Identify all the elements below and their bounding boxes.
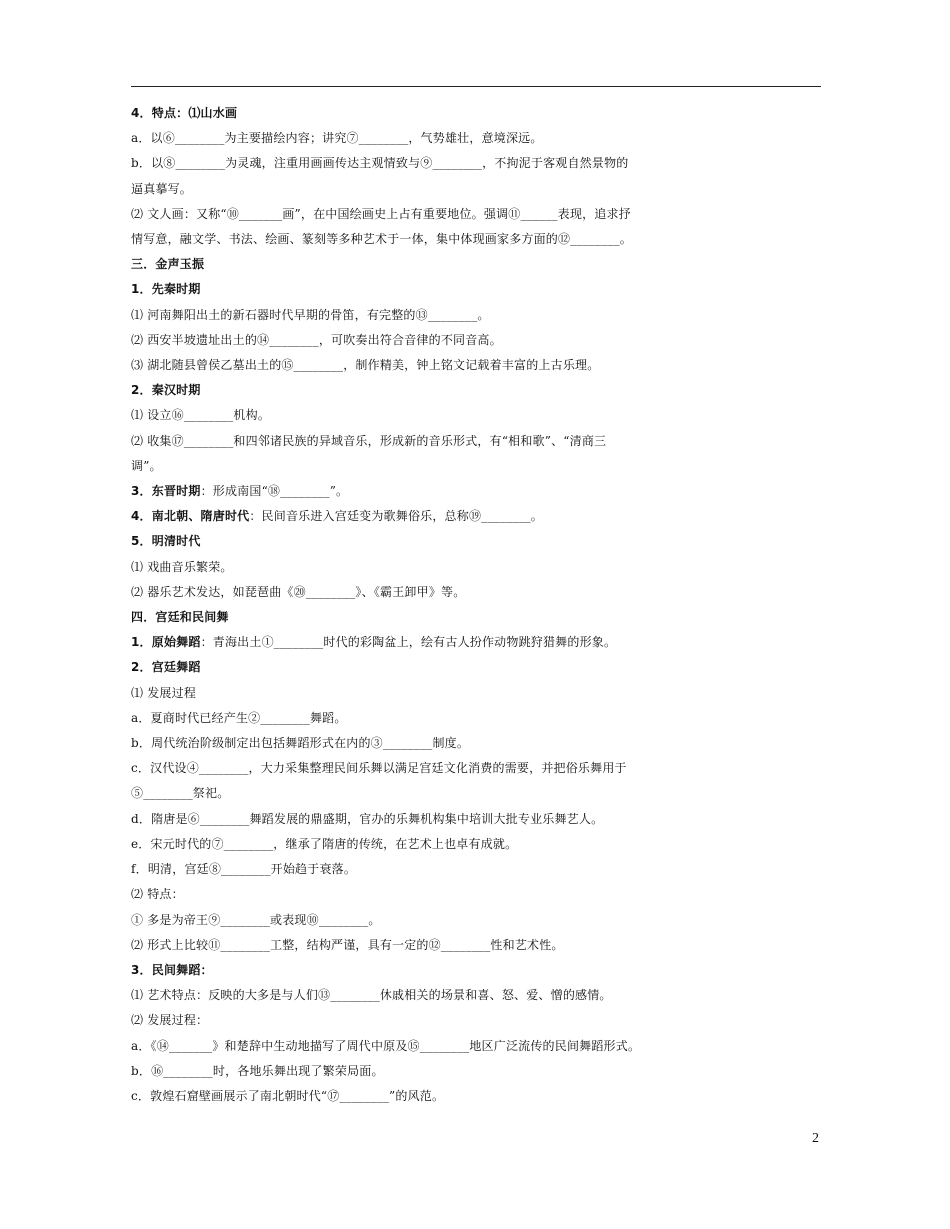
line-text: 2．宫廷舞蹈 [131,660,201,675]
text-line [131,529,826,554]
text-line [131,101,826,126]
text-line [131,403,826,428]
line-text: 1．先秦时期 [131,282,201,297]
text-line [131,731,826,756]
text-line [131,202,826,227]
line-text: 情写意，融文学、书法、绘画、篆刻等多种艺术于一体，集中体现画家多方面的⑫________。 [131,232,633,247]
line-text: 2．秦汉时期 [131,383,201,398]
text-line [131,227,826,252]
text-line [131,983,826,1008]
text-line [131,378,826,403]
line-heading: 3．东晋时期 [131,484,201,499]
line-text: 逼真摹写。 [131,181,193,196]
line-text: ⑤________祭祀。 [131,786,230,801]
text-line [131,555,826,580]
line-text: ：形成南国“⑱________”。 [200,484,349,499]
line-text: 调”。 [131,458,162,473]
line-text: 3．民间舞蹈： [131,962,213,977]
line-text: ⑴ 艺术特点：反映的大多是与人们⑬________休戚相关的场景和喜、怒、爱、憎的感情。 [131,988,612,1003]
line-text: ① 多是为帝王⑨________或表现⑩________。 [131,912,381,927]
line-text: ⑵ 文人画：又称“⑩_______画”，在中国绘画史上占有重要地位。强调⑪______表现，追求抒 [131,206,631,221]
line-text: ⑵ 发展过程： [131,1013,209,1028]
line-text: ⑴ 河南舞阳出土的新石器时代早期的骨笛，有完整的⑬________。 [131,307,490,322]
line-text: ⑵ 收集⑰________和四邻诸民族的异域音乐，形成新的音乐形式，有“相和歌”、“清商三 [131,433,607,448]
line-text: 四．宫廷和民间舞 [131,610,229,625]
text-line [131,479,826,504]
text-line [131,882,826,907]
text-line [131,832,826,857]
line-text: ：青海出土①________时代的彩陶盆上，绘有古人扮作动物跳狩猎舞的形象。 [200,635,617,650]
line-text: b．⑯________时，各地乐舞出现了繁荣局面。 [131,1063,384,1078]
line-heading: 4．南北朝、隋唐时代 [131,509,250,524]
line-text: b．以⑧________为灵魂，注重用画画传达主观情致与⑨________，不拘泥于客观自然景物的 [131,156,629,171]
text-line [131,655,826,680]
text-line [131,958,826,983]
line-text: ⑵ 特点： [131,887,184,902]
line-text: a．《⑭_______》和楚辞中生动地描写了周代中原及⑮________地区广泛流传的民间舞蹈形式。 [131,1038,641,1053]
text-line [131,756,826,781]
line-text: ⑵ 器乐艺术发达，如琵琶曲《⑳________》、《霸王卸甲》等。 [131,584,466,599]
text-line [131,454,826,479]
text-line [131,126,826,151]
text-line [131,1034,826,1059]
text-line [131,504,826,529]
text-line [131,706,826,731]
line-text: 5．明清时代 [131,534,201,549]
line-text: ⑵ 西安半坡遗址出土的⑭________，可吹奏出符合音律的不同音高。 [131,332,502,347]
line-heading: 1．原始舞蹈 [131,635,201,650]
line-text: 三．金声玉振 [131,257,205,272]
line-text: ⑴ 戏曲音乐繁荣。 [131,559,233,574]
line-text: f．明清，宫廷⑧________开始趋于衰落。 [131,862,357,877]
text-line [131,252,826,277]
text-line [131,857,826,882]
text-line [131,908,826,933]
text-line [131,807,826,832]
line-text: ⑴ 发展过程 [131,685,197,700]
text-line [131,1059,826,1084]
text-line [131,1084,826,1109]
line-text: e．宋元时代的⑦________，继承了隋唐的传统，在艺术上也卓有成就。 [131,836,518,851]
text-line [131,277,826,302]
text-line [131,630,826,655]
header-rule [131,86,821,87]
line-text: a．以⑥________为主要描绘内容；讲究⑦________，气势雄壮，意境深远。 [131,131,543,146]
text-line [131,681,826,706]
text-line [131,303,826,328]
text-line [131,151,826,176]
line-text: ⑵ 形式上比较⑪________工整，结构严谨，具有一定的⑫________性和艺术性。 [131,937,564,952]
page-number: 2 [812,1131,819,1146]
line-text: ⑶ 湖北随县曾侯乙墓出土的⑮________，制作精美，钟上铭文记载着丰富的上古乐理。 [131,358,600,373]
text-line [131,580,826,605]
line-text: 4．特点：⑴山水画 [131,106,238,120]
line-text: d．隋唐是⑥________舞蹈发展的鼎盛期，官办的乐舞机构集中培训大批专业乐舞艺人。 [131,811,604,826]
line-text: b．周代统治阶级制定出包括舞蹈形式在内的③________制度。 [131,736,470,751]
line-text: c．汉代设④________，大力采集整理民间乐舞以满足宫廷文化消费的需要，并把俗乐舞用于 [131,761,627,776]
text-line [131,933,826,958]
document-body [131,101,826,1109]
text-line [131,353,826,378]
line-text: ⑴ 设立⑯________机构。 [131,408,271,423]
text-line [131,328,826,353]
text-line [131,177,826,202]
text-line [131,605,826,630]
text-line [131,1008,826,1033]
text-line [131,781,826,806]
line-text: ：民间音乐进入宫廷变为歌舞俗乐，总称⑲________。 [249,509,543,524]
line-text: c．敦煌石窟壁画展示了南北朝时代“⑰________”的风范。 [131,1088,445,1103]
line-text: a．夏商时代已经产生②________舞蹈。 [131,710,347,725]
text-line [131,429,826,454]
